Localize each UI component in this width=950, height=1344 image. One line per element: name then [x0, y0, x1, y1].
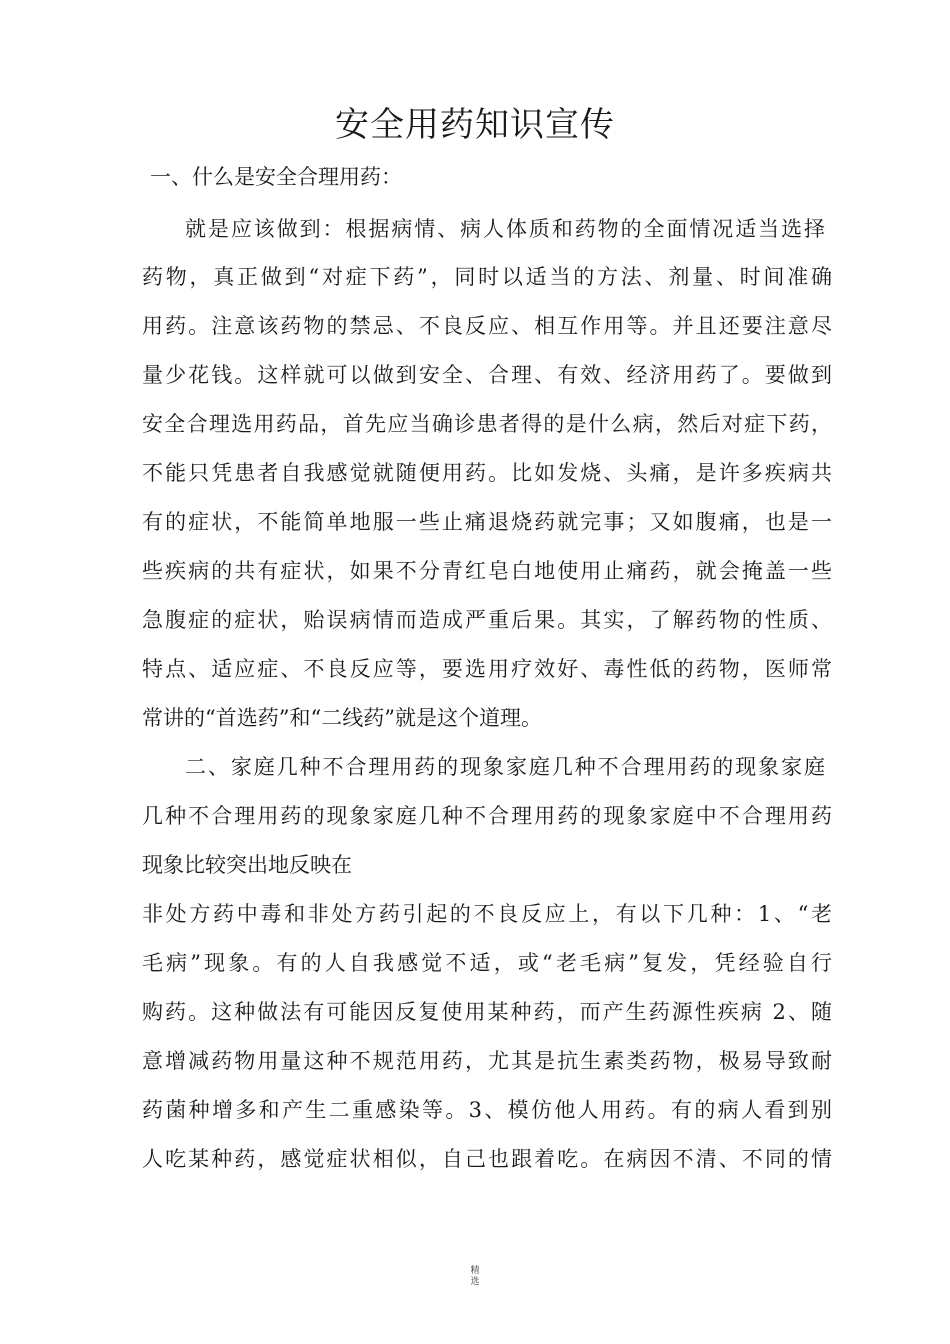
- footer-text: 精: [470, 1266, 480, 1276]
- paragraph-line: 药物，真正做到“对症下药”，同时以适当的方法、剂量、时间准确: [142, 265, 832, 289]
- paragraph-line: 毛病”现象。有的人自我感觉不适，或“老毛病”复发，凭经验自行: [142, 951, 832, 975]
- paragraph-line: 几种不合理用药的现象家庭几种不合理用药的现象家庭中不合理用药: [142, 804, 832, 828]
- paragraph-line: 非处方药中毒和非处方药引起的不良反应上，有以下几种：1、“老: [142, 902, 832, 926]
- section-heading: 一、什么是安全合理用药：: [150, 165, 402, 189]
- page-footer: [0, 1266, 950, 1288]
- paragraph-line: 量少花钱。这样就可以做到安全、合理、有效、经济用药了。要做到: [142, 363, 832, 387]
- paragraph-line: 些疾病的共有症状，如果不分青红皂白地使用止痛药，就会掩盖一些: [142, 559, 832, 583]
- paragraph-line: 不能只凭患者自我感觉就随便用药。比如发烧、头痛，是许多疾病共: [142, 461, 832, 485]
- paragraph-line: 现象比较突出地反映在: [142, 853, 352, 877]
- paragraph-line: 用药。注意该药物的禁忌、不良反应、相互作用等。并且还要注意尽: [142, 314, 832, 338]
- paragraph-line: 就是应该做到：根据病情、病人体质和药物的全面情况适当选择: [185, 217, 825, 241]
- paragraph-line: 常讲的“首选药”和“二线药”就是这个道理。: [142, 706, 542, 730]
- document-title: 安全用药知识宣传: [335, 105, 615, 145]
- paragraph-line: 二、家庭几种不合理用药的现象家庭几种不合理用药的现象家庭: [185, 755, 825, 779]
- paragraph-line: 有的症状，不能简单地服一些止痛退烧药就完事；又如腹痛，也是一: [142, 510, 832, 534]
- paragraph-line: 人吃某种药，感觉症状相似，自己也跟着吃。在病因不清、不同的情: [142, 1147, 832, 1171]
- paragraph-line: 特点、适应症、不良反应等，要选用疗效好、毒性低的药物，医师常: [142, 657, 832, 681]
- footer-text: 选: [470, 1277, 480, 1287]
- paragraph-line: 急腹症的症状，贻误病情而造成严重后果。其实，了解药物的性质、: [142, 608, 832, 632]
- paragraph-line: 安全合理选用药品，首先应当确诊患者得的是什么病，然后对症下药，: [142, 412, 832, 436]
- paragraph-line: 药菌种增多和产生二重感染等。3、模仿他人用药。有的病人看到别: [142, 1098, 832, 1122]
- paragraph-line: 意增减药物用量这种不规范用药，尤其是抗生素类药物，极易导致耐: [142, 1049, 832, 1073]
- paragraph-line: 购药。这种做法有可能因反复使用某种药，而产生药源性疾病 2、随: [142, 1000, 832, 1024]
